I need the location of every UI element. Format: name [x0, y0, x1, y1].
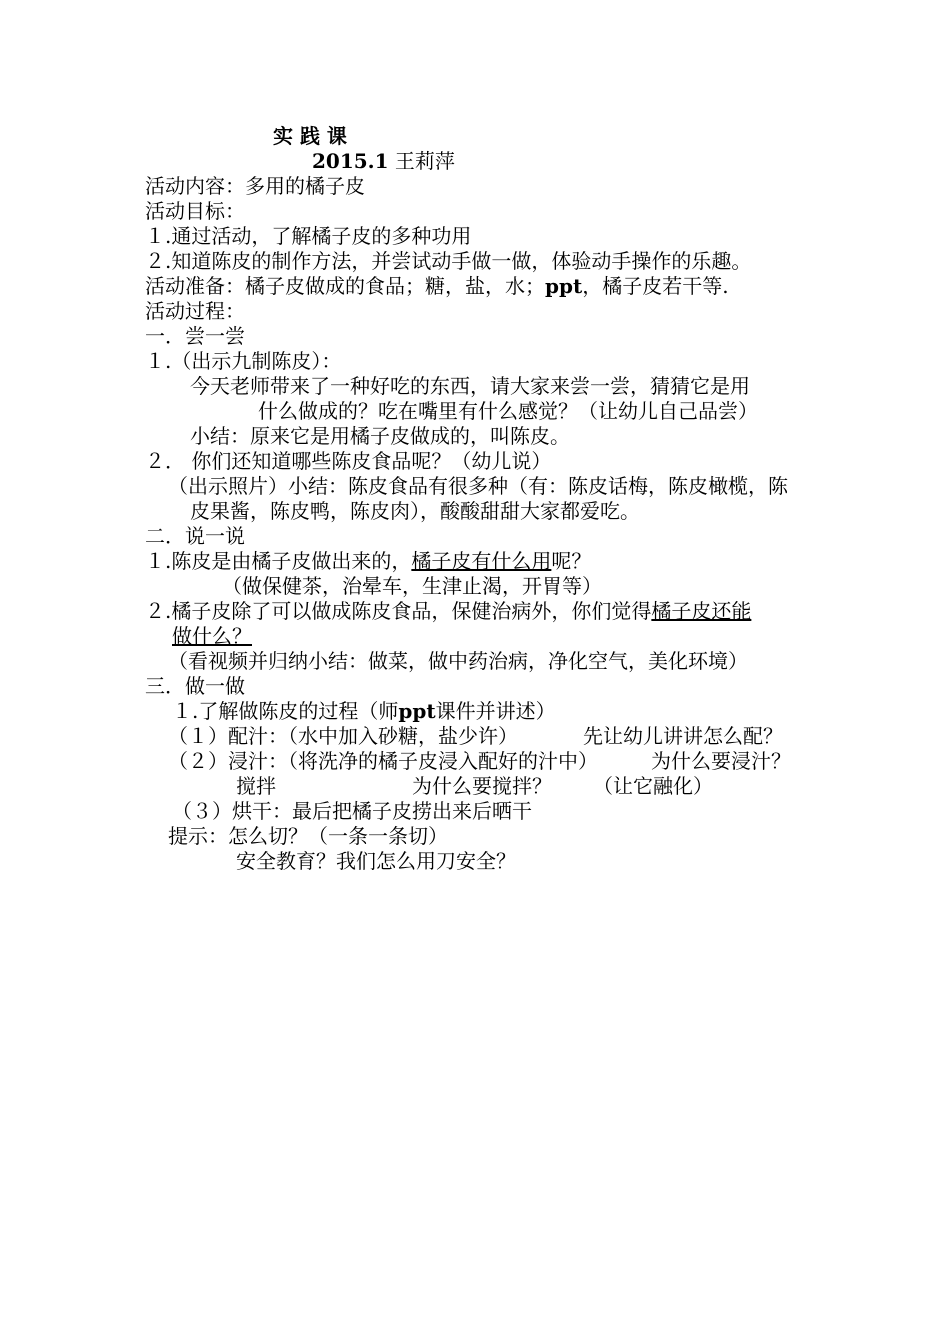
substep-2-right: 为什么要浸汁？ — [651, 749, 791, 773]
activity-prep-line — [145, 274, 729, 299]
section-2-heading: 二．说一说 — [145, 524, 245, 548]
section-2-question-2 — [145, 599, 751, 624]
tip-2: 安全教育？我们怎么用刀安全？ — [236, 849, 516, 873]
activity-prep-ppt: ppt — [545, 274, 583, 298]
section-1-item-1-summary: 小结：原来它是用橘子皮做成的，叫陈皮。 — [190, 424, 570, 448]
substep-3: （３）烘干：最后把橘子皮捞出来后晒干 — [172, 799, 532, 823]
goal-2: ２.知道陈皮的制作方法，并尝试动手做一做，体验动手操作的乐趣。 — [145, 249, 752, 273]
doc-subtitle — [312, 149, 455, 174]
step-1-b: 课件并讲述） — [435, 699, 556, 723]
step-1-ppt: ppt — [398, 699, 436, 723]
activity-content-line — [145, 174, 365, 199]
question-2-underlined-1: 橘子皮还能 — [651, 599, 752, 623]
activity-content-value: 多用的橘子皮 — [245, 174, 365, 198]
question-1-prefix: １.陈皮是由橘子皮做出来的， — [145, 549, 412, 573]
section-2-question-2-cont — [172, 624, 252, 649]
substep-1-right: 先让幼儿讲讲怎么配？ — [583, 724, 783, 748]
doc-date: 2015.1 — [312, 149, 389, 173]
activity-prep-b: ，橘子皮若干等. — [582, 274, 729, 298]
tip-1: 提示：怎么切？（一条一条切） — [168, 824, 448, 848]
section-3-step-1 — [172, 699, 556, 724]
section-1-item-1-para-2: 什么做成的？吃在嘴里有什么感觉？（让幼儿自己品尝） — [258, 399, 758, 423]
question-1-suffix: 呢？ — [551, 549, 592, 573]
substep-2-left: （２）浸汁：（将洗净的橘子皮浸入配好的汁中） — [168, 749, 598, 773]
section-1-item-2: ２． 你们还知道哪些陈皮食品呢？（幼儿说） — [145, 449, 552, 473]
section-1-item-2-summary-1: （出示照片）小结：陈皮食品有很多种（有：陈皮话梅，陈皮橄榄，陈 — [168, 474, 788, 498]
substep-2-stir: 搅拌 — [236, 774, 276, 798]
section-1-heading: 一．尝一尝 — [145, 324, 245, 348]
section-1-item-1-para-1: 今天老师带来了一种好吃的东西，请大家来尝一尝，猜猜它是用 — [190, 374, 750, 398]
question-2-underlined-2: 做什么？ — [172, 624, 252, 648]
activity-process-label: 活动过程： — [145, 299, 245, 323]
activity-prep-label: 活动准备： — [145, 274, 245, 298]
section-1-item-2-summary-2: 皮果酱，陈皮鸭，陈皮肉），酸酸甜甜大家都爱吃。 — [190, 499, 640, 523]
substep-2-answer: （让它融化） — [593, 774, 713, 798]
substep-2-why: 为什么要搅拌？ — [412, 774, 552, 798]
doc-author: 王莉萍 — [394, 149, 455, 173]
goal-1: １.通过活动，了解橘子皮的多种功用 — [145, 224, 472, 248]
section-2-answer-1: （做保健茶，治晕车，生津止渴，开胃等） — [222, 574, 602, 598]
section-3-heading: 三．做一做 — [145, 674, 245, 698]
question-1-underlined: 橘子皮有什么用 — [411, 549, 552, 573]
question-2-prefix: ２.橘子皮除了可以做成陈皮食品，保健治病外，你们觉得 — [145, 599, 652, 623]
section-2-question-1 — [145, 549, 591, 574]
activity-prep-a: 橘子皮做成的食品；糖，盐，水； — [245, 274, 545, 298]
step-1-a: １.了解做陈皮的过程（师 — [172, 699, 399, 723]
section-1-item-1: １.（出示九制陈皮）： — [145, 349, 342, 373]
activity-goals-label: 活动目标： — [145, 199, 245, 223]
substep-1-left: （１）配汁：（水中加入砂糖，盐少许） — [168, 724, 518, 748]
activity-content-label: 活动内容： — [145, 174, 245, 198]
section-2-answer-2: （看视频并归纳小结：做菜，做中药治病，净化空气，美化环境） — [168, 649, 748, 673]
doc-title: 实 践 课 — [273, 124, 347, 148]
